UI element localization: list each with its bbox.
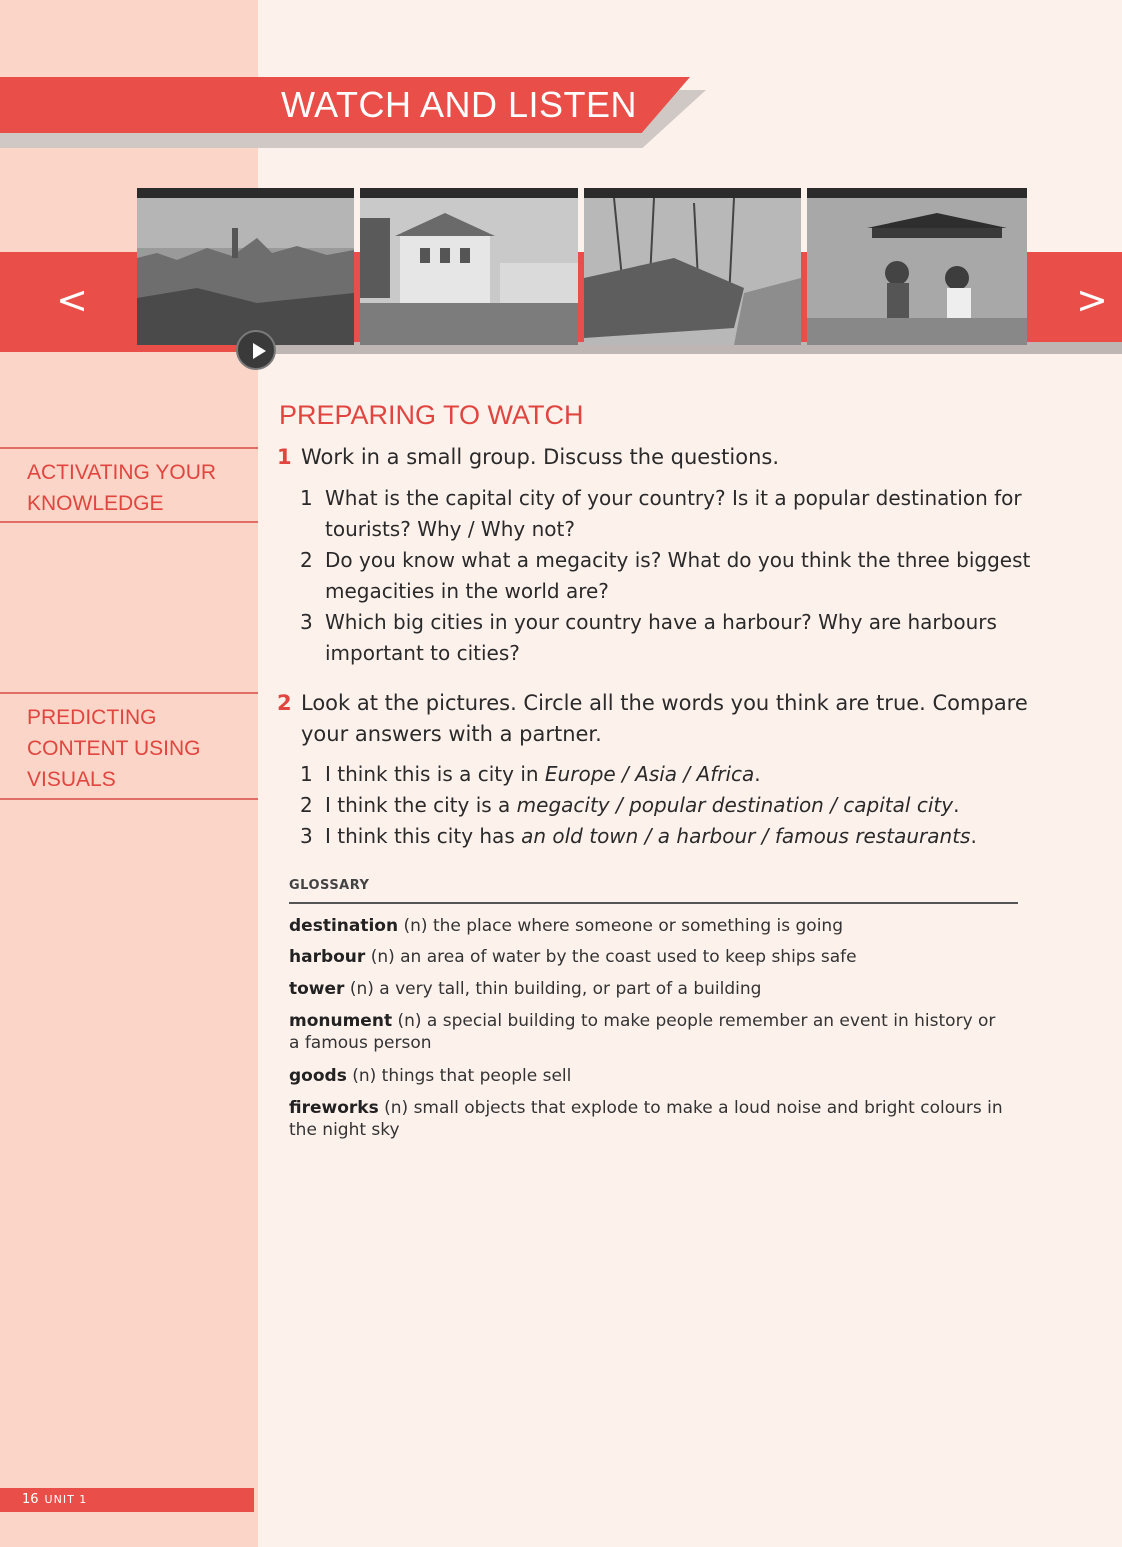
- question-text: Which big cities in your country have a harbour? Why are harbours important to cities?: [325, 610, 997, 665]
- sidebar-label-line: VISUALS: [27, 768, 116, 791]
- glossary-entry: [289, 1010, 1009, 1054]
- sidebar-label-line: KNOWLEDGE: [27, 492, 164, 515]
- glossary-term: fireworks: [289, 1098, 379, 1118]
- exercise-text: Work in a small group. Discuss the questions.: [301, 445, 780, 469]
- exercise-2-instruction: [277, 688, 1037, 750]
- glossary-definition: (n) a special building to make people remember an event in history or a famous person: [289, 1011, 996, 1053]
- video-thumbnail-colonial-building[interactable]: [360, 188, 578, 345]
- item-suffix: .: [970, 824, 977, 848]
- page-title: WATCH AND LISTEN: [281, 84, 638, 125]
- city-skyline-image: [137, 198, 354, 345]
- exercise-2-item-3: [300, 821, 1040, 852]
- video-thumbnail-harbour-boats[interactable]: [584, 188, 801, 345]
- sidebar-label-line: CONTENT USING: [27, 737, 201, 760]
- exercise-2-item-2: [300, 790, 1040, 821]
- item-text: [300, 790, 1040, 821]
- glossary-definition: (n) the place where someone or something is going: [398, 916, 843, 936]
- exercise-number: 2: [277, 691, 292, 715]
- question-text: What is the capital city of your country? Is it a popular destination for tourists? Why / Why not?: [325, 486, 1022, 541]
- sidebar-label-predicting-content: [0, 692, 258, 800]
- glossary-term: monument: [289, 1011, 393, 1031]
- glossary-definition: (n) things that people sell: [346, 1066, 572, 1086]
- glossary-definition: (n) a very tall, thin building, or part of a building: [344, 979, 762, 999]
- item-number: 1: [300, 762, 313, 786]
- glossary-entry: [289, 946, 1009, 968]
- play-button[interactable]: [236, 330, 276, 370]
- item-suffix: .: [754, 762, 761, 786]
- item-number: 3: [300, 824, 313, 848]
- item-text: [300, 759, 1040, 790]
- glossary-term: destination: [289, 916, 399, 936]
- colonial-building-image: [360, 198, 578, 345]
- item-prefix: I think this is a city in: [325, 762, 545, 786]
- glossary-entry: [289, 1097, 1009, 1141]
- glossary-term: harbour: [289, 947, 366, 967]
- video-thumbnail-city-skyline[interactable]: [137, 188, 354, 345]
- question-text: Do you know what a megacity is? What do you think the three biggest megacities in the world are?: [325, 548, 1031, 603]
- page-number: 16: [22, 1492, 39, 1507]
- glossary-heading: GLOSSARY: [289, 878, 370, 893]
- exercise-1-instruction: [277, 442, 1037, 473]
- page-footer: [22, 1491, 87, 1509]
- exercise-text: Look at the pictures. Circle all the words you think are true. Compare your answers with a partner.: [301, 691, 1028, 746]
- item-prefix: I think this city has: [325, 824, 522, 848]
- sidebar-label-activating-knowledge: [0, 447, 258, 523]
- section-title: PREPARING TO WATCH: [279, 400, 584, 430]
- glossary-term: tower: [289, 979, 345, 999]
- next-arrow-icon[interactable]: >: [1076, 278, 1108, 322]
- item-text: [300, 821, 1040, 852]
- exercise-1-question-2: [300, 545, 1040, 607]
- glossary-divider: [289, 902, 1018, 904]
- previous-arrow-icon[interactable]: <: [56, 278, 88, 322]
- glossary-definition: (n) an area of water by the coast used to keep ships safe: [365, 947, 857, 967]
- item-suffix: .: [953, 793, 960, 817]
- glossary-entry: [289, 915, 1009, 937]
- glossary-entry: [289, 978, 1009, 1000]
- sidebar-label-line: PREDICTING: [27, 706, 157, 729]
- question-number: 1: [300, 486, 313, 510]
- glossary-entry: [289, 1065, 1009, 1087]
- exercise-1-question-3: [300, 607, 1040, 669]
- item-options[interactable]: megacity / popular destination / capital city: [516, 793, 954, 817]
- item-options[interactable]: Europe / Asia / Africa: [544, 762, 755, 786]
- item-options[interactable]: an old town / a harbour / famous restaurants: [521, 824, 971, 848]
- sidebar-label-line: ACTIVATING YOUR: [27, 461, 217, 484]
- item-prefix: I think the city is a: [325, 793, 517, 817]
- glossary-term: goods: [289, 1066, 347, 1086]
- harbour-boats-image: [584, 198, 801, 345]
- street-market-image: [807, 198, 1027, 345]
- unit-label: UNIT 1: [44, 1493, 88, 1506]
- item-number: 2: [300, 793, 313, 817]
- exercise-number: 1: [277, 445, 292, 469]
- exercise-1-question-1: [300, 483, 1040, 545]
- question-number: 2: [300, 548, 313, 572]
- video-thumbnail-street-market[interactable]: [807, 188, 1027, 345]
- glossary-definition: (n) small objects that explode to make a loud noise and bright colours in the night sky: [289, 1098, 1003, 1140]
- exercise-2-item-1: [300, 759, 1040, 790]
- question-number: 3: [300, 610, 313, 634]
